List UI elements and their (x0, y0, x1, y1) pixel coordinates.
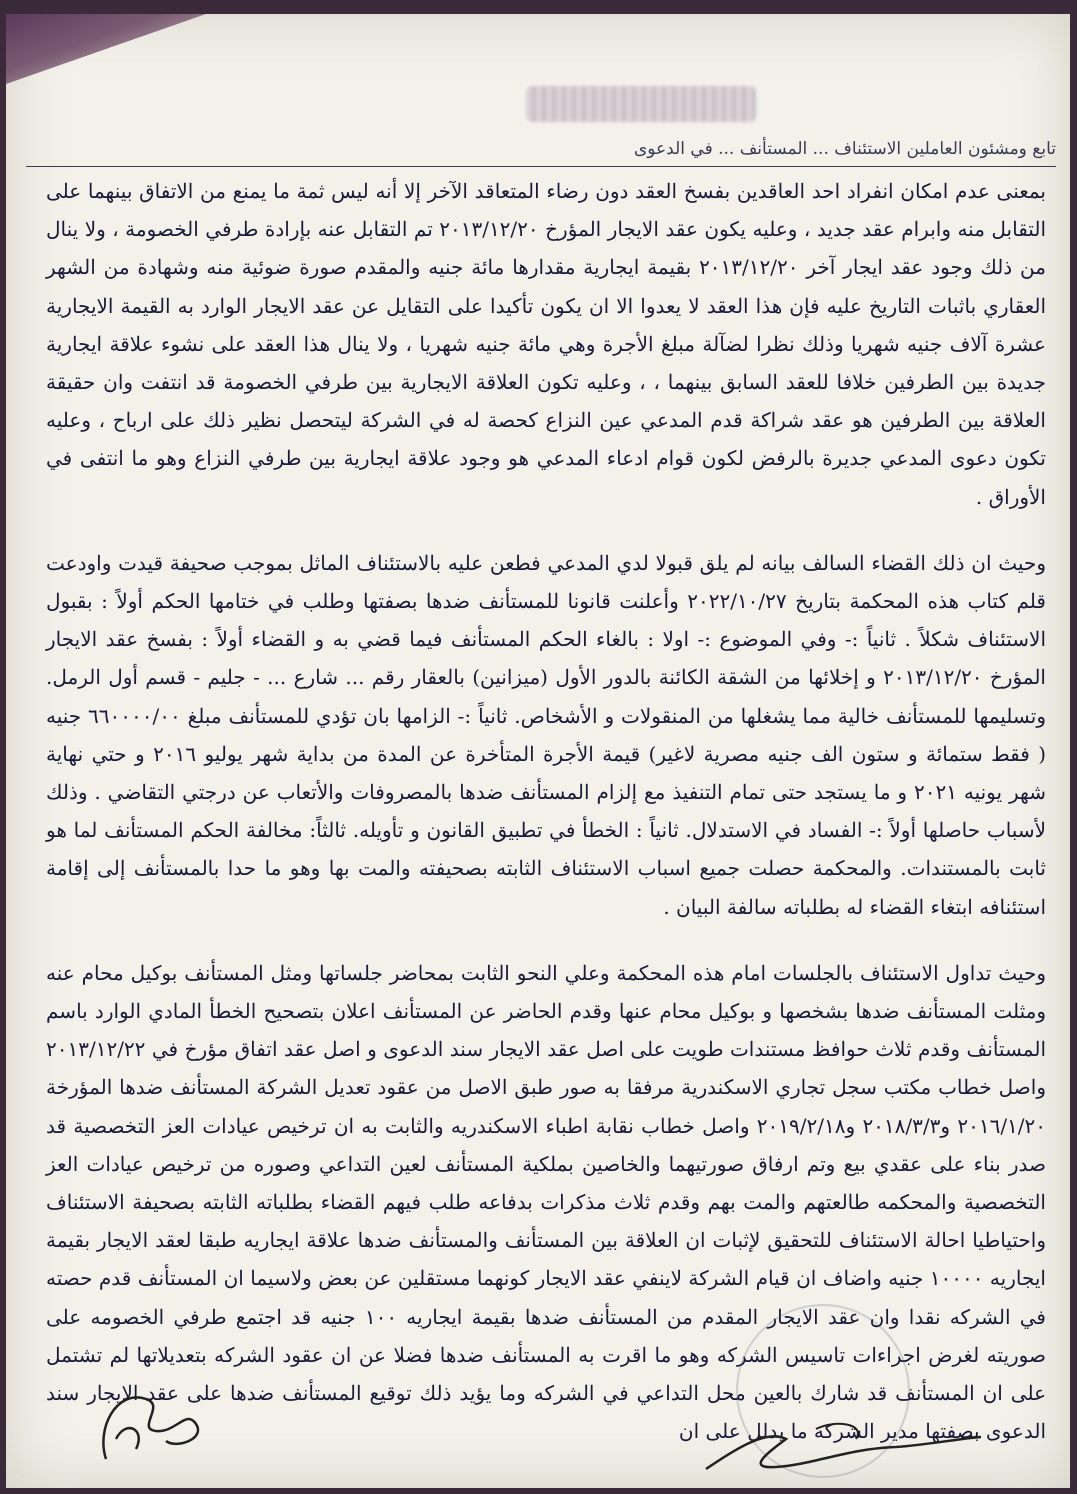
redacted-header (526, 86, 756, 122)
signature-right (696, 1409, 986, 1488)
page-header: تابع ومشئون العاملين الاستئناف ... المستأنف ... في الدعوى (26, 132, 1056, 167)
document-body (46, 172, 1046, 1479)
document-page (6, 14, 1070, 1488)
signature-left (76, 1369, 236, 1469)
paragraph-2: وحيث ان ذلك القضاء السالف بيانه لم يلق قبولا لدي المدعي فطعن عليه بالاستئناف الماثل بموجب صحيفة قيدت واودعت قلم كتاب هذه المحكمة بتاريخ ٢٠٢٢/١٠/٢٧ وأعلنت قانونا للمستأنف ضدها بصفتها وطلب في ختامها الحكم أولاً : بقبول الاستئناف شكلاً . ثانياً :- وفي الموضوع :- اولا : بالغاء الحكم المستأنف فيما قضي به و القضاء أولاً : بفسخ عقد الايجار المؤرخ ٢٠١٣/١٢/٢٠ و إخلائها من الشقة الكائنة بالدور الأول (ميزانين) بالعقار رقم ... شارع ... - جليم - قسم أول الرمل. وتسليمها للمستأنف خالية مما يشغلها من المنقولات و الأشخاص. ثانياً :- الزامها بان تؤدي للمستأنف مبلغ ٦٦٠٠٠٠/٠٠ جنيه ( فقط ستمائة و ستون الف جنيه مصرية لاغير) قيمة الأجرة المتأخرة عن المدة من بداية شهر يوليو ٢٠١٦ و حتي نهاية شهر يونيه ٢٠٢١ و ما يستجد حتى تمام التنفيذ مع إلزام المستأنف ضدها بالمصروفات والأتعاب عن درجتي التقاضي . وذلك لأسباب حاصلها أولاً :- الفساد في الاستدلال. ثانياً : الخطأ في تطبيق القانون و تأويله. ثالثاً: مخالفة الحكم المستأنف لما هو ثابت بالمستندات. والمحكمة حصلت جميع اسباب الاستئناف الثابته بصحيفته والمت بها وهو ما حدا بالمستأنف إلى إقامة استئنافه ابتغاء القضاء له بطلباته سالفة البيان . (46, 550, 1047, 919)
paragraph-1: بمعنى عدم امكان انفراد احد العاقدين بفسخ العقد دون رضاء المتعاقد الآخر إلا أنه ليس ثمة ما يمنع من الاتفاق بينهما على التقابل منه وابرام عقد جديد ، وعليه يكون عقد الايجار المؤرخ ٢٠١٣/١٢/٢٠ تم التقابل عنه بإرادة طرفي الخصومة ، ولا ينال من ذلك وجود عقد ايجار آخر ٢٠١٣/١٢/٢٠ بقيمة ايجارية مقدارها مائة جنيه والمقدم صورة ضوئية منه وشهادة من الشهر العقاري باثبات التاريخ عليه فإن هذا العقد لا يعدوا الا ان يكون تأكيدا على التقايل عن عقد الايجار الوارد به القيمة الايجارية عشرة آلاف جنيه شهريا وذلك نظرا لضآلة مبلغ الأجرة وهي مائة جنيه شهريا ، ولا ينال هذا العقد على نشوء علاقة ايجارية جديدة بين الطرفين خلافا للعقد السابق بينهما ، ، وعليه تكون العلاقة الايجارية بين طرفي الخصومة قد انتفت وان حقيقة العلاقة بين الطرفين هو عقد شراكة قدم المدعي عين النزاع كحصة له في الشركة ليتحصل نظير ذلك على ارباح ، وعليه تكون دعوى المدعي جديرة بالرفض لكون قوام ادعاء المدعي هو وجود علاقة ايجارية بين طرفي النزاع وهو ما انتفى في الأوراق . (46, 179, 1047, 509)
background-corner (6, 14, 206, 84)
paragraph-3: وحيث تداول الاستئناف بالجلسات امام هذه المحكمة وعلي النحو الثابت بمحاضر جلساتها ومثل المستأنف بوكيل محام عنه ومثلت المستأنف ضدها بشخصها و بوكيل محام عنها وقدم الحاضر عن المستأنف اعلان بتصحيح الخطأ المادي الوارد باسم المستأنف وقدم ثلاث حوافظ مستندات طويت على اصل عقد الايجار سند الدعوى و اصل عقد اتفاق مؤرخ في ٢٠١٣/١٢/٢٢ واصل خطاب مكتب سجل تجاري الاسكندرية مرفقا به صور طبق الاصل من عقود تعديل الشركة المستأنف ضدها المؤرخة ٢٠١٦/١/٢٠ و٢٠١٨/٣/٣ و٢٠١٩/٢/١٨ واصل خطاب نقابة اطباء الاسكندريه والثابت به ان ترخيص عيادات العز التخصصية قد صدر بناء على عقدي بيع وتم ارفاق صورتيهما والخاصين بملكية المستأنف لعين التداعي وصوره من ترخيص عيادات العز التخصصية والمحكمه طالعتهم والمت بهم وقدم ثلاث مذكرات بدفاعه طلب فيهم القضاء بطلباته الثابته بصحيفة الاستئناف واحتياطيا احالة الاستئناف للتحقيق لإثبات ان العلاقة بين المستأنف والمستأنف ضدها علاقة ايجاريه طبقا لعقد الايجار بقيمة ايجاريه ١٠٠٠٠ جنيه واضاف ان قيام الشركة لاينفي عقد الايجار كونهما مستقلين عن بعض ولاسيما ان المستأنف قدم حصته في الشركه نقدا وان عقد الايجار المقدم من المستأنف ضدها بقيمة ايجاريه ١٠٠ جنيه قد اجتمع طرفي الخصومه على صوريته لغرض اجراءات تاسيس الشركه وهو ما اقرت به المستأنف ضدها فضلا عن ان عقود الشركه بتعديلاتها لم تشتمل على ان المستأنف قد شارك بالعين محل التداعي في الشركه وما يؤيد ذلك توقيع المستأنف ضدها على عقد الايجار سند الدعوى بصفتها مدير الشركه ما يدلل على ان (46, 960, 1047, 1444)
